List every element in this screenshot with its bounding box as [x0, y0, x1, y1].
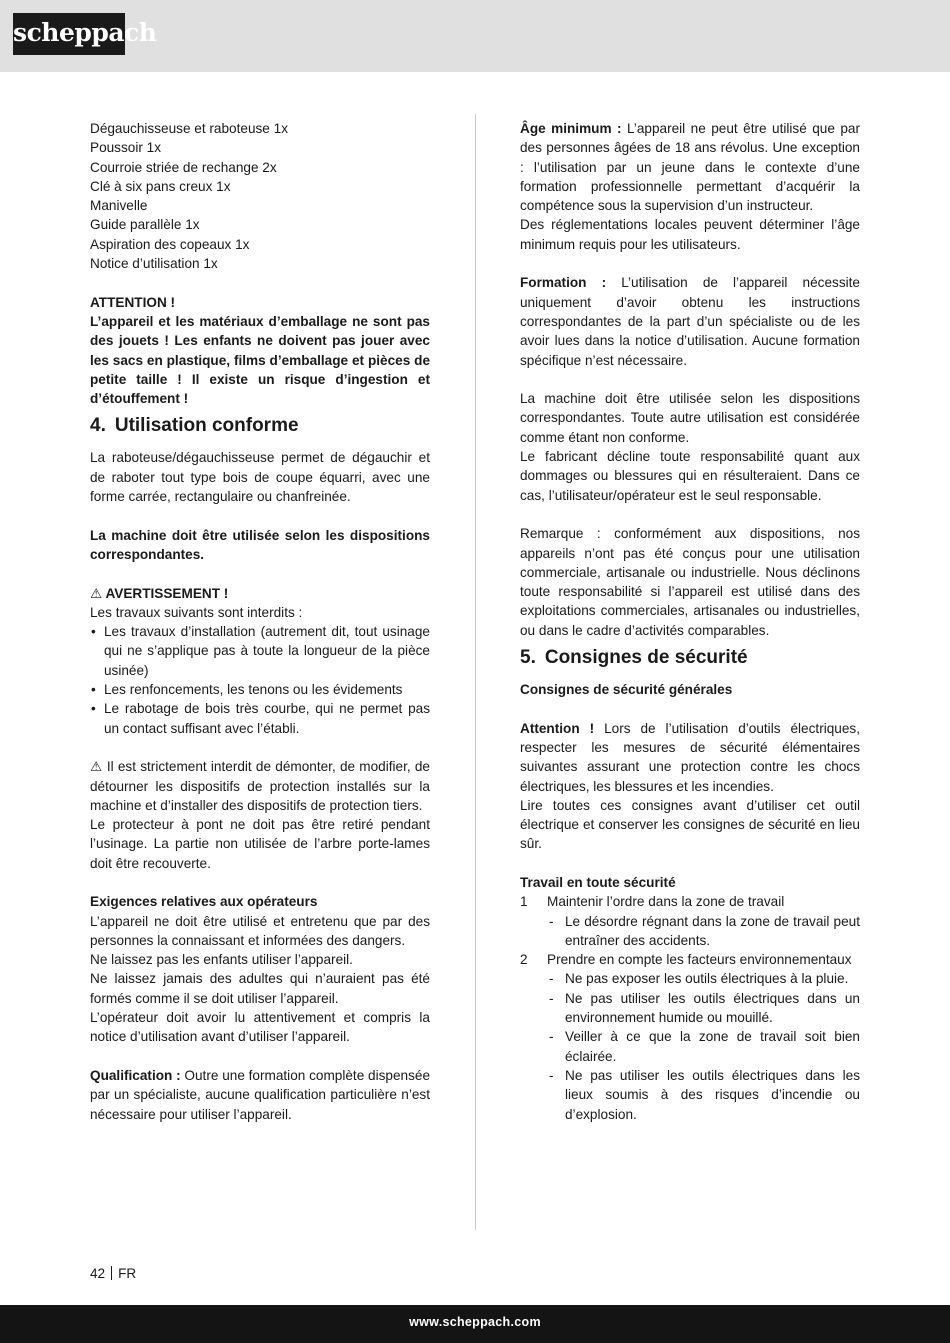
section-number: 4. [90, 415, 106, 437]
paragraph: La machine doit être utilisée selon les dispositions correspondantes. [90, 527, 430, 562]
paragraph: L’opérateur doit avoir lu attentivement et compris la notice d’utilisation avant d’utiliser l’appareil. [90, 1010, 430, 1045]
dash-list [520, 969, 860, 1123]
list-item: Manivelle [90, 198, 148, 214]
paragraph: L’appareil ne doit être utilisé et entretenu que par des personnes la connaissant et informées des dangers. [90, 913, 430, 948]
warning-title: ⚠ AVERTISSEMENT ! [90, 585, 229, 601]
paragraph: Formation : L’utilisation de l’appareil nécessite uniquement d’avoir obtenu les instructions correspondantes de la part d’un spécialiste ou de les avoir lues dans la notice d’utilisation. Aucune formation spécifique n’est nécessaire. [520, 275, 860, 368]
right-column [520, 119, 860, 1124]
list-item: - Ne pas utiliser les outils électriques dans un environnement humide ou mouillé. [547, 989, 860, 1028]
paragraph: Le fabricant décline toute responsabilité quant aux dommages ou blessures qui en résulteraient. Dans ce cas, l’utilisateur/opérateur est le seul responsable. [520, 449, 860, 503]
list-item: Dégauchisseuse et raboteuse 1x [90, 121, 288, 136]
footer-bar [0, 1305, 950, 1343]
label: Attention ! [520, 720, 595, 736]
column-divider [475, 114, 476, 1230]
paragraph: Attention ! Lors de l’utilisation d’outils électriques, respecter les mesures de sécurité élémentaires suivantes assurant une protection contre les chocs électriques, les blessures et les incendies. [520, 720, 860, 794]
paragraph: Remarque : conformément aux dispositions, nos appareils n’ont pas été conçus pour une utilisation commerciale, artisanale ou industrielle. Nous déclinons toute responsabilité si l’appareil est utilisé dans des exploitations commerciales, artisanales ou industrielles, ou dans le cadre d’activités comparables. [520, 526, 860, 638]
warning-list [90, 622, 430, 738]
attention-text: L’appareil et les matériaux d’emballage ne sont pas des jouets ! Les enfants ne doivent pas jouer avec les sacs en plastique, films d’emballage et pièces de petite taille ! Il existe un risque d’ingestion et d’étouffement ! [90, 313, 430, 407]
list-item: Aspiration des copeaux 1x [90, 236, 250, 252]
left-column [90, 119, 430, 1124]
paragraph: Ne laissez jamais des adultes qui n’auraient pas été formés comme il se doit utiliser l’appareil. [90, 971, 430, 1006]
section-number: 5. [520, 647, 536, 669]
subheading: Consignes de sécurité générales [520, 682, 733, 698]
subheading: Exigences relatives aux opérateurs [90, 894, 318, 910]
dash-list [520, 912, 860, 951]
attention-title: ATTENTION ! [90, 294, 176, 310]
list-item: - Le désordre régnant dans la zone de travail peut entraîner des accidents. [547, 912, 860, 951]
section-4-heading [90, 414, 430, 438]
list-item: • Les travaux d’installation (autrement dit, tout usinage qui ne s’applique pas à toute la longueur de la pièce usinée) [90, 622, 430, 680]
paragraph: Lire toutes ces consignes avant d’utiliser cet outil électrique et conserver les consignes de sécurité en lieu sûr. [520, 797, 860, 852]
list-item: Poussoir 1x [90, 140, 162, 156]
paragraph: Le protecteur à pont ne doit pas être retiré pendant l’usinage. La partie non utilisée de l’arbre porte-lames doit être recouverte. [90, 817, 430, 871]
contents-list [90, 119, 430, 273]
list-item: - Ne pas exposer les outils électriques à la pluie. [547, 969, 860, 988]
numbered-item: 2 Prendre en compte les facteurs environnementaux [520, 952, 852, 968]
section-5-heading [520, 646, 860, 670]
list-item: - Veiller à ce que la zone de travail soit bien éclairée. [547, 1027, 860, 1066]
section-title: Consignes de sécurité [544, 647, 748, 669]
paragraph: Qualification : Outre une formation complète dispensée par un spécialiste, aucune qualification particulière n’est nécessaire pour utiliser l’appareil. [90, 1067, 431, 1122]
page-number: 42 FR [90, 1266, 137, 1281]
label: Formation : [520, 275, 607, 291]
paragraph: Les travaux suivants sont interdits : [90, 604, 303, 620]
list-item: Courroie striée de rechange 2x [90, 159, 277, 175]
header-bar [0, 0, 950, 72]
list-item: - Ne pas utiliser les outils électriques dans les lieux soumis à des risques d’incendie ou d’explosion. [547, 1066, 860, 1124]
list-item: Notice d’utilisation 1x [90, 256, 218, 272]
paragraph: La machine doit être utilisée selon les dispositions correspondantes. Toute autre utilisation est considérée comme étant non conforme. [520, 391, 860, 445]
label: Qualification : [90, 1067, 181, 1083]
paragraph: Ne laissez pas les enfants utiliser l’appareil. [90, 952, 353, 968]
section-title: Utilisation conforme [114, 415, 299, 437]
numbered-item: 1 Maintenir l’ordre dans la zone de travail [520, 894, 785, 910]
list-item: Clé à six pans creux 1x [90, 178, 231, 194]
paragraph: Des réglementations locales peuvent déterminer l’âge minimum requis pour les utilisateurs. [520, 217, 860, 252]
list-item: • Le rabotage de bois très courbe, qui ne permet pas un contact suffisant avec l’établi. [90, 699, 430, 738]
scheppach-logo: scheppach [13, 13, 125, 55]
paragraph: ⚠ Il est strictement interdit de démonter, de modifier, de détourner les dispositifs de protection installés sur la machine et d’installer des dispositifs de protection tiers. [90, 759, 430, 813]
label: Âge minimum : [520, 121, 622, 136]
paragraph: La raboteuse/dégauchisseuse permet de dégauchir et de raboter tout type bois de coupe équarri, avec une forme carrée, rectangulaire ou chanfreinée. [90, 450, 430, 505]
website-link[interactable]: www.scheppach.com [409, 1315, 541, 1329]
subheading: Travail en toute sécurité [520, 874, 676, 890]
list-item: Guide parallèle 1x [90, 217, 200, 233]
paragraph: Âge minimum : L’appareil ne peut être utilisé que par des personnes âgées de 18 ans révolus. Une exception : l’utilisation par un jeune dans le contexte d’une formation professionnelle permettant d’acquérir la compétence sous la supervision d’un instructeur. [520, 121, 860, 214]
list-item: • Les renfoncements, les tenons ou les évidements [90, 680, 430, 699]
